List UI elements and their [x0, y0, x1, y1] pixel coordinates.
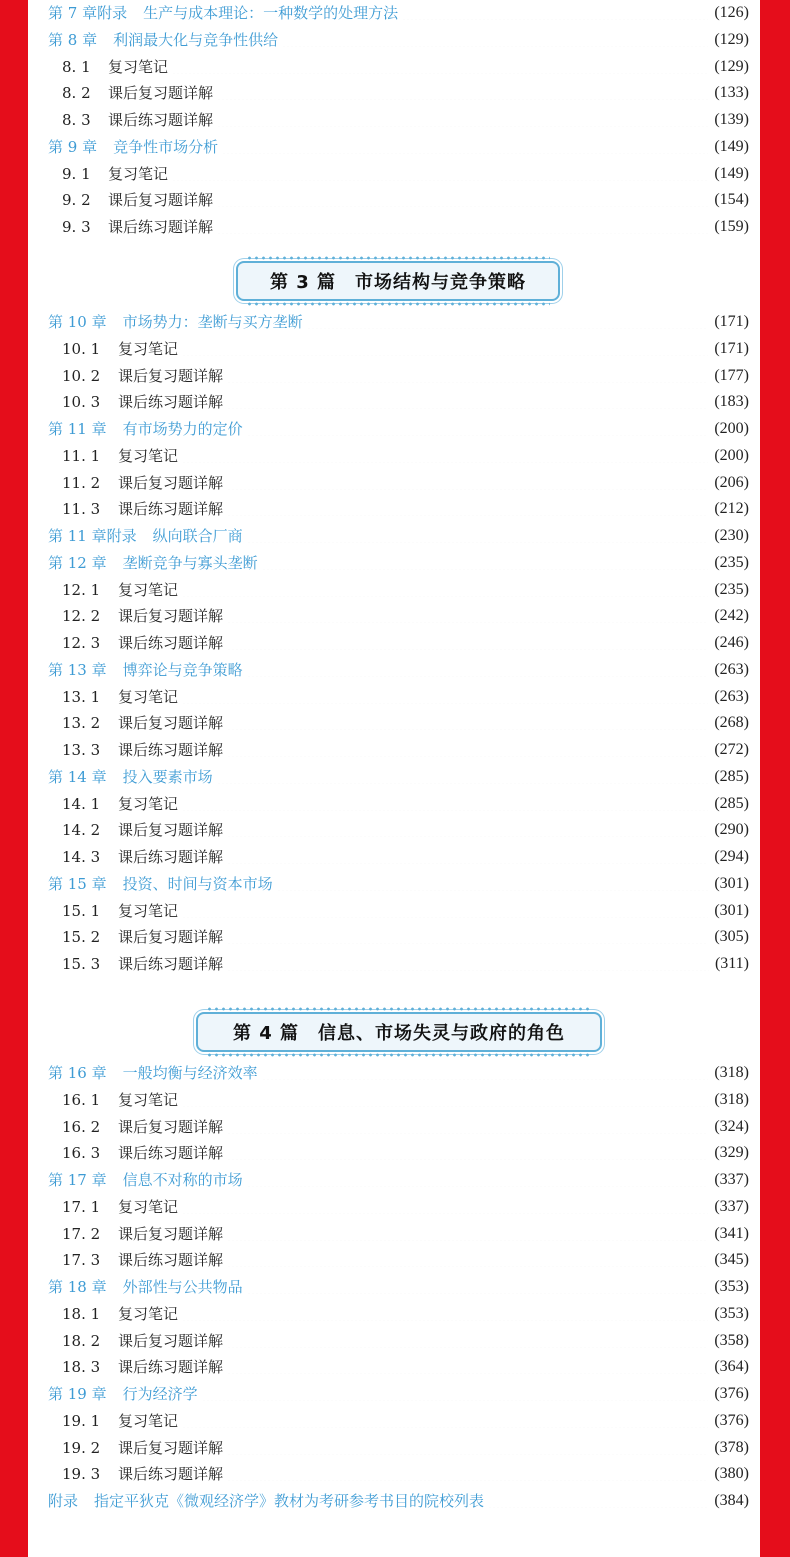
dot-leader: [227, 613, 708, 623]
page-number: (129): [714, 57, 749, 75]
toc-section-entry[interactable]: [48, 1247, 749, 1273]
section-number: 12. 3: [62, 634, 101, 652]
section-number: 8. 2: [62, 84, 91, 103]
section-number: 15. 2: [62, 928, 101, 947]
dot-leader: [182, 587, 708, 597]
dot-leader: [182, 1418, 708, 1428]
chapter-number: 第 11 章: [48, 420, 107, 438]
section-title: 课后复习题详解: [118, 1438, 224, 1457]
toc-chapter-entry[interactable]: [48, 1381, 749, 1407]
page-number: (337): [714, 1197, 749, 1215]
toc-section-entry[interactable]: [48, 1354, 749, 1380]
page-number: (235): [714, 580, 749, 598]
page-number: (129): [714, 30, 749, 48]
dot-leader: [182, 1311, 708, 1321]
section-number: 16. 1: [62, 1090, 101, 1109]
page-number: (311): [714, 955, 749, 972]
dot-leader: [247, 533, 709, 543]
part-title: 第 4 篇 信息、市场失灵与政府的角色: [232, 1023, 566, 1044]
dot-leader: [227, 827, 708, 837]
toc-section-entry[interactable]: [48, 496, 749, 522]
page-number: (154): [714, 191, 749, 209]
toc-section-entry[interactable]: [48, 684, 749, 710]
dot-leader: [227, 1364, 708, 1374]
chapter-number: 第 12 章: [48, 553, 107, 572]
section-title: 课后练习题详解: [118, 955, 224, 973]
page-number: (171): [714, 313, 749, 330]
toc-section-entry[interactable]: [48, 710, 749, 736]
chapter-title: 投入要素市场: [122, 767, 213, 786]
section-title: 课后练习题详解: [118, 848, 224, 866]
section-title: 复习笔记: [118, 1197, 179, 1216]
chapter-number: 第 18 章: [48, 1278, 107, 1296]
dot-leader: [182, 908, 708, 918]
section-title: 复习笔记: [118, 580, 179, 599]
page-number: (272): [714, 741, 749, 758]
chapter-number: 第 13 章: [48, 660, 107, 679]
page-number: (177): [714, 366, 749, 384]
toc-chapter-entry[interactable]: [48, 309, 749, 335]
dot-leader: [217, 224, 708, 234]
dot-leader: [217, 90, 708, 100]
toc-section-entry[interactable]: [48, 630, 749, 656]
chapter-title: 博弈论与竞争策略: [122, 660, 243, 679]
toc-section-entry[interactable]: [48, 54, 749, 80]
toc-section-entry[interactable]: [48, 389, 749, 415]
chapter-title: 有市场势力的定价: [122, 420, 243, 438]
section-number: 12. 2: [62, 607, 101, 626]
toc-section-entry[interactable]: [48, 443, 749, 469]
toc-section-entry[interactable]: [48, 844, 749, 870]
page-number: (263): [714, 660, 749, 678]
chapter-number: 第 8 章: [48, 30, 98, 49]
toc-section-entry[interactable]: [48, 898, 749, 924]
dot-leader: [227, 399, 708, 409]
dot-leader: [262, 560, 709, 570]
page-number: (263): [714, 687, 749, 705]
section-title: 课后练习题详解: [118, 1144, 224, 1163]
toc-chapter-entry[interactable]: [48, 1060, 749, 1086]
page-number: (285): [714, 794, 749, 812]
dot-leader: [282, 37, 708, 47]
dot-leader: [227, 480, 708, 490]
section-title: 复习笔记: [118, 1090, 179, 1109]
toc-chapter-entry[interactable]: [48, 27, 749, 53]
dot-leader: [247, 1177, 709, 1187]
toc-section-entry[interactable]: [48, 603, 749, 629]
page-number: (384): [714, 1492, 749, 1509]
section-title: 复习笔记: [118, 1411, 179, 1430]
chapter-title: 垄断竞争与寡头垄断: [122, 553, 258, 572]
section-title: 课后复习题详解: [118, 1117, 224, 1136]
section-title: 课后练习题详解: [108, 111, 214, 129]
dot-leader: [182, 1097, 708, 1107]
section-title: 课后复习题详解: [118, 1331, 224, 1350]
page-number: (206): [714, 473, 749, 491]
section-number: 10. 1: [62, 339, 101, 358]
toc-chapter-entry[interactable]: [48, 550, 749, 576]
dot-leader: [247, 426, 709, 436]
section-title: 课后练习题详解: [118, 393, 224, 412]
page-number: (329): [714, 1144, 749, 1162]
chapter-title: 竞争性市场分析: [113, 137, 219, 156]
toc-section-entry[interactable]: [48, 187, 749, 213]
section-title: 课后复习题详解: [108, 84, 214, 103]
dot-leader: [182, 1204, 708, 1214]
toc-chapter-entry[interactable]: [48, 764, 749, 790]
dot-leader: [227, 854, 708, 864]
chapter-title: 纵向联合厂商: [152, 527, 243, 545]
chapter-number: 第 19 章: [48, 1385, 107, 1403]
page-number: (230): [714, 527, 749, 544]
toc-page: [28, 0, 760, 1557]
section-title: 复习笔记: [108, 164, 169, 183]
section-title: 课后复习题详解: [118, 473, 224, 492]
section-number: 18. 3: [62, 1358, 101, 1377]
chapter-number: 附录: [48, 1492, 79, 1510]
toc-section-entry[interactable]: [48, 1194, 749, 1220]
section-number: 14. 2: [62, 821, 101, 840]
page-number: (318): [714, 1064, 749, 1081]
section-number: 16. 3: [62, 1144, 101, 1163]
dot-leader: [262, 1070, 709, 1080]
section-title: 课后复习题详解: [118, 714, 224, 733]
dot-leader: [227, 720, 708, 730]
dot-leader: [217, 117, 708, 127]
page-number: (376): [714, 1385, 749, 1402]
page-number: (242): [714, 607, 749, 625]
page-number: (380): [714, 1465, 749, 1483]
toc-chapter-entry[interactable]: [48, 523, 749, 549]
section-title: 课后练习题详解: [118, 634, 224, 652]
section-title: 复习笔记: [108, 57, 169, 76]
dot-leader: [277, 881, 709, 891]
section-title: 课后复习题详解: [118, 821, 224, 840]
page-number: (235): [714, 553, 749, 571]
part-heading: [236, 261, 560, 301]
toc-section-entry[interactable]: [48, 1435, 749, 1461]
page-number: (341): [714, 1224, 749, 1242]
dot-leader: [227, 1257, 708, 1267]
toc-section-entry[interactable]: [48, 470, 749, 496]
dot-leader: [247, 667, 709, 677]
chapter-number: 第 17 章: [48, 1171, 107, 1189]
dot-leader: [182, 801, 708, 811]
page-number: (353): [714, 1304, 749, 1322]
section-title: 课后复习题详解: [118, 607, 224, 626]
dot-leader: [227, 373, 708, 383]
page-number: (200): [714, 420, 749, 437]
toc-chapter-entry[interactable]: [48, 0, 749, 26]
chapter-number: 第 16 章: [48, 1064, 107, 1082]
page-number: (324): [714, 1117, 749, 1135]
toc-chapter-entry[interactable]: [48, 416, 749, 442]
section-title: 课后复习题详解: [118, 928, 224, 947]
section-number: 14. 3: [62, 848, 101, 866]
section-title: 课后练习题详解: [118, 1358, 224, 1377]
toc-section-entry[interactable]: [48, 791, 749, 817]
section-number: 10. 2: [62, 366, 101, 385]
toc-chapter-entry[interactable]: [48, 1274, 749, 1300]
chapter-title: 市场势力：垄断与买方垄断: [122, 313, 303, 331]
section-number: 17. 1: [62, 1197, 101, 1216]
page-number: (345): [714, 1251, 749, 1269]
section-title: 复习笔记: [118, 446, 179, 465]
section-number: 15. 3: [62, 955, 101, 973]
page-number: (305): [714, 928, 749, 946]
chapter-number: 第 15 章: [48, 874, 107, 893]
toc-chapter-entry[interactable]: [48, 134, 749, 160]
section-number: 9. 1: [62, 164, 91, 183]
section-number: 19. 1: [62, 1411, 101, 1430]
toc-section-entry[interactable]: [48, 1328, 749, 1354]
section-title: 复习笔记: [118, 794, 179, 813]
section-title: 复习笔记: [118, 339, 179, 358]
chapter-title: 外部性与公共物品: [122, 1278, 243, 1296]
page-number: (268): [714, 714, 749, 732]
dot-leader: [227, 506, 708, 516]
section-number: 11. 3: [62, 500, 101, 519]
page-number: (212): [714, 500, 749, 518]
section-number: 8. 3: [62, 111, 91, 129]
section-title: 复习笔记: [118, 1304, 179, 1323]
dot-leader: [227, 1338, 708, 1348]
page-number: (149): [714, 164, 749, 182]
toc-chapter-entry[interactable]: [48, 657, 749, 683]
section-title: 复习笔记: [118, 901, 179, 920]
page-number: (318): [714, 1090, 749, 1108]
chapter-title: 生产与成本理论：一种数学的处理方法: [143, 4, 399, 22]
toc-section-entry[interactable]: [48, 1140, 749, 1166]
page-number: (337): [714, 1171, 749, 1188]
toc-section-entry[interactable]: [48, 1408, 749, 1434]
dot-leader: [222, 144, 708, 154]
toc-section-entry[interactable]: [48, 817, 749, 843]
section-number: 16. 2: [62, 1117, 101, 1136]
dot-leader: [227, 1150, 708, 1160]
page-number: (294): [714, 848, 749, 865]
toc-chapter-entry[interactable]: [48, 1167, 749, 1193]
page-number: (139): [714, 111, 749, 128]
toc-chapter-entry[interactable]: [48, 1488, 749, 1514]
toc-section-entry[interactable]: [48, 214, 749, 240]
section-number: 19. 3: [62, 1465, 101, 1484]
part-title: 第 3 篇 市场结构与竞争策略: [269, 272, 527, 293]
section-title: 课后练习题详解: [118, 741, 224, 759]
dot-leader: [217, 774, 709, 784]
page-number: (364): [714, 1358, 749, 1376]
dot-leader: [307, 319, 709, 329]
page-number: (126): [714, 4, 749, 21]
chapter-number: 第 7 章附录: [48, 4, 128, 22]
chapter-number: 第 11 章附录: [48, 527, 137, 545]
page-number: (290): [714, 821, 749, 839]
dot-leader: [488, 1498, 708, 1508]
dot-leader: [172, 64, 708, 74]
dot-leader: [182, 453, 708, 463]
page-number: (353): [714, 1278, 749, 1295]
dot-leader: [172, 171, 708, 181]
toc-section-entry[interactable]: [48, 363, 749, 389]
dot-leader: [182, 694, 708, 704]
section-number: 11. 1: [62, 446, 101, 465]
section-number: 13. 1: [62, 687, 101, 706]
dot-leader: [227, 747, 708, 757]
toc-section-entry[interactable]: [48, 107, 749, 133]
dot-leader: [227, 1445, 708, 1455]
toc-section-entry[interactable]: [48, 80, 749, 106]
chapter-number: 第 9 章: [48, 137, 98, 156]
toc-section-entry[interactable]: [48, 161, 749, 187]
toc-section-entry[interactable]: [48, 924, 749, 950]
section-number: 17. 2: [62, 1224, 101, 1243]
dot-leader: [202, 1391, 709, 1401]
page-number: (183): [714, 393, 749, 411]
toc-section-entry[interactable]: [48, 1301, 749, 1327]
dot-leader: [182, 346, 708, 356]
chapter-title: 利润最大化与竞争性供给: [113, 30, 279, 49]
page-number: (246): [714, 634, 749, 651]
page-number: (301): [714, 874, 749, 892]
section-title: 课后练习题详解: [108, 218, 214, 236]
section-number: 12. 1: [62, 580, 101, 599]
toc-chapter-entry[interactable]: [48, 871, 749, 897]
dot-leader: [217, 197, 708, 207]
page-number: (149): [714, 137, 749, 155]
section-title: 课后复习题详解: [108, 191, 214, 210]
section-number: 14. 1: [62, 794, 101, 813]
part-heading: [196, 1012, 602, 1052]
dot-leader: [227, 961, 709, 971]
toc-section-entry[interactable]: [48, 1461, 749, 1487]
section-number: 8. 1: [62, 57, 91, 76]
chapter-title: 指定平狄克《微观经济学》教材为考研参考书目的院校列表: [94, 1492, 485, 1510]
chapter-title: 一般均衡与经济效率: [122, 1064, 258, 1082]
chapter-number: 第 14 章: [48, 767, 107, 786]
chapter-title: 行为经济学: [122, 1385, 198, 1403]
section-title: 课后练习题详解: [118, 500, 224, 519]
section-number: 13. 3: [62, 741, 101, 759]
page-number: (200): [714, 446, 749, 464]
chapter-title: 投资、时间与资本市场: [122, 874, 273, 893]
section-number: 9. 2: [62, 191, 91, 210]
page-number: (376): [714, 1411, 749, 1429]
page-number: (378): [714, 1438, 749, 1456]
toc-section-entry[interactable]: [48, 1087, 749, 1113]
section-number: 10. 3: [62, 393, 101, 412]
dot-leader: [227, 934, 708, 944]
toc-section-entry[interactable]: [48, 577, 749, 603]
section-title: 课后练习题详解: [118, 1465, 224, 1484]
section-number: 15. 1: [62, 901, 101, 920]
dot-leader: [227, 1231, 708, 1241]
page-number: (285): [714, 767, 749, 785]
chapter-number: 第 10 章: [48, 313, 107, 331]
section-number: 11. 2: [62, 473, 101, 492]
section-number: 9. 3: [62, 218, 91, 236]
section-title: 课后练习题详解: [118, 1251, 224, 1270]
section-title: 课后复习题详解: [118, 1224, 224, 1243]
section-title: 复习笔记: [118, 687, 179, 706]
dot-leader: [247, 1284, 709, 1294]
chapter-title: 信息不对称的市场: [122, 1171, 243, 1189]
section-number: 17. 3: [62, 1251, 101, 1270]
section-title: 课后复习题详解: [118, 366, 224, 385]
page-number: (133): [714, 84, 749, 102]
section-number: 18. 2: [62, 1331, 101, 1350]
page-number: (358): [714, 1331, 749, 1349]
section-number: 19. 2: [62, 1438, 101, 1457]
toc-section-entry[interactable]: [48, 1221, 749, 1247]
page-number: (171): [714, 339, 749, 357]
page-number: (159): [714, 218, 749, 235]
section-number: 18. 1: [62, 1304, 101, 1323]
toc-section-entry[interactable]: [48, 336, 749, 362]
toc-section-entry[interactable]: [48, 737, 749, 763]
dot-leader: [227, 1471, 708, 1481]
dot-leader: [227, 1124, 708, 1134]
page-number: (301): [714, 901, 749, 919]
dot-leader: [402, 10, 708, 20]
section-number: 13. 2: [62, 714, 101, 733]
dot-leader: [227, 640, 708, 650]
toc-section-entry[interactable]: [48, 951, 749, 977]
toc-section-entry[interactable]: [48, 1114, 749, 1140]
